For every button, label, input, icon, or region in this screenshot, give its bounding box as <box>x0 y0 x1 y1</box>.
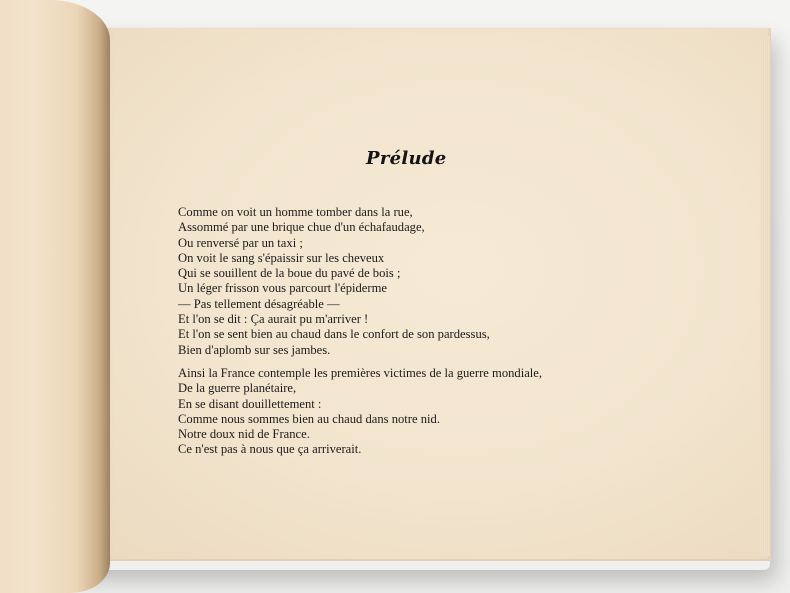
poem-line: Comme nous sommes bien au chaud dans notre nid. <box>178 411 440 426</box>
poem-title: Prélude <box>366 148 447 169</box>
left-page-curl <box>0 0 110 593</box>
poem-line: De la guerre planétaire, <box>178 381 297 396</box>
poem-line: Ainsi la France contemple les premières victimes de la guerre mondiale, <box>178 366 543 380</box>
poem-line: On voit le sang s'épaissir sur les cheveux <box>178 250 385 265</box>
poem-line: Ou renversé par un taxi ; <box>178 235 303 250</box>
poem-line: Notre doux nid de France. <box>178 427 310 442</box>
poem-line: En se disant douillettement : <box>178 396 322 411</box>
stanza-2 <box>178 366 542 458</box>
poem-line: Et l'on se dit : Ça aurait pu m'arriver ! <box>178 312 369 327</box>
stanza-1 <box>178 205 490 358</box>
poem-line: Un léger frisson vous parcourt l'épiderme <box>178 281 387 296</box>
page-edges <box>760 36 770 556</box>
poem-line: Bien d'aplomb sur ses jambes. <box>178 342 331 357</box>
poem-line: Ce n'est pas à nous que ça arriverait. <box>178 442 362 457</box>
poem-line: Comme on voit un homme tomber dans la rue, <box>178 205 413 219</box>
poem-line: Assommé par une brique chue d'un échafaudage, <box>178 220 425 235</box>
poem-line: Et l'on se sent bien au chaud dans le confort de son pardessus, <box>178 327 490 342</box>
poem-line: Qui se souillent de la boue du pavé de bois ; <box>178 266 401 281</box>
poem-line: — Pas tellement désagréable — <box>178 296 340 311</box>
